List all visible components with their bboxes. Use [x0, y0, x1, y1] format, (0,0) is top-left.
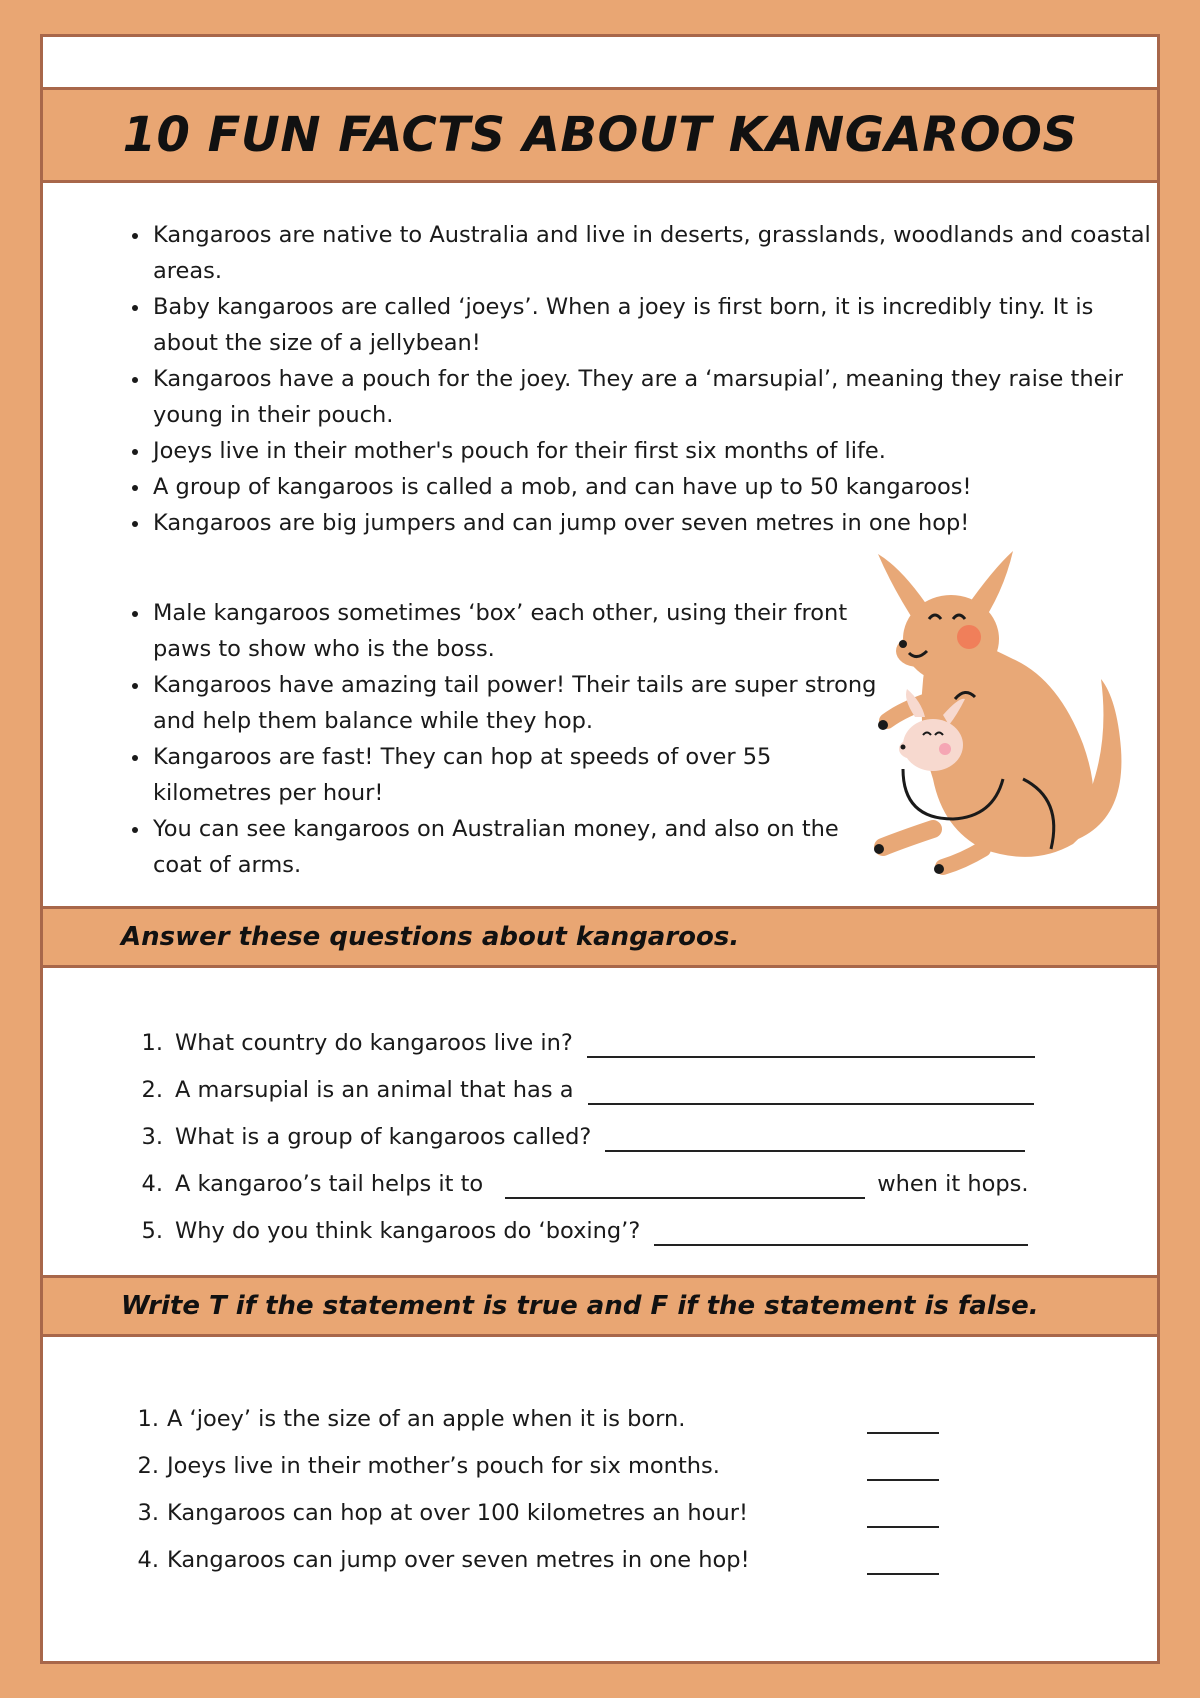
statement-row [121, 1451, 939, 1481]
answer-line[interactable] [588, 1079, 1034, 1105]
statement-text: Kangaroos can jump over seven metres in one hop! [167, 1547, 750, 1573]
title-band [43, 87, 1157, 183]
statement-text: A ‘joey’ is the size of an apple when it is born. [167, 1406, 686, 1432]
question-number: 1. [141, 1030, 163, 1056]
statement-number: 4. [137, 1547, 159, 1573]
facts-list-top [121, 217, 1161, 541]
tf-answer-line[interactable] [867, 1549, 939, 1575]
question-number: 4. [141, 1171, 163, 1197]
answer-line[interactable] [505, 1173, 865, 1199]
question-text: What country do kangaroos live in? [175, 1030, 573, 1056]
fact-item: • You can see kangaroos on Australian money, and also on the coat of arms. [151, 811, 881, 883]
statement-number: 1. [137, 1406, 159, 1432]
fact-item: • Kangaroos have amazing tail power! Their tails are super strong and help them balance while they hop. [151, 667, 881, 739]
worksheet [40, 34, 1160, 1664]
kangaroo-with-joey-illustration [873, 549, 1163, 889]
fact-item: • A group of kangaroos is called a mob, and can have up to 50 kangaroos! [151, 469, 1161, 505]
fact-item: • Kangaroos are native to Australia and live in deserts, grasslands, woodlands and coastal areas. [151, 217, 1161, 289]
questions-title: Answer these questions about kangaroos. [121, 922, 740, 952]
question-row [121, 1075, 1034, 1105]
question-number: 2. [141, 1077, 163, 1103]
questions-header [43, 906, 1157, 968]
tf-answer-line[interactable] [867, 1408, 939, 1434]
true-false-title: Write T if the statement is true and F if the statement is false. [121, 1291, 1039, 1321]
statement-text: Kangaroos can hop at over 100 kilometres an hour! [167, 1500, 748, 1526]
statement-text: Joeys live in their mother’s pouch for six months. [167, 1453, 720, 1479]
fact-item: • Kangaroos have a pouch for the joey. They are a ‘marsupial’, meaning they raise their young in their pouch. [151, 361, 1161, 433]
fact-item: • Baby kangaroos are called ‘joeys’. When a joey is first born, it is incredibly tiny. It is about the size of a jellybean! [151, 289, 1161, 361]
question-text: What is a group of kangaroos called? [175, 1124, 592, 1150]
question-row [121, 1169, 1029, 1199]
tf-answer-line[interactable] [867, 1502, 939, 1528]
statement-number: 2. [137, 1453, 159, 1479]
statement-row [121, 1545, 939, 1575]
statement-row [121, 1404, 939, 1434]
statement-number: 3. [137, 1500, 159, 1526]
fact-item: • Male kangaroos sometimes ‘box’ each other, using their front paws to show who is the boss. [151, 595, 881, 667]
question-number: 3. [141, 1124, 163, 1150]
question-suffix: when it hops. [877, 1171, 1029, 1197]
answer-line[interactable] [587, 1032, 1035, 1058]
fact-item: • Joeys live in their mother's pouch for their first six months of life. [151, 433, 1161, 469]
question-row [121, 1216, 1028, 1246]
question-number: 5. [141, 1218, 163, 1244]
page-title: 10 FUN FACTS ABOUT KANGAROOS [122, 107, 1078, 163]
true-false-header [43, 1275, 1157, 1337]
tf-answer-line[interactable] [867, 1455, 939, 1481]
question-row [121, 1028, 1035, 1058]
question-text: Why do you think kangaroos do ‘boxing’? [175, 1218, 641, 1244]
fact-item: • Kangaroos are fast! They can hop at speeds of over 55 kilometres per hour! [151, 739, 881, 811]
statement-row [121, 1498, 939, 1528]
fact-item: • Kangaroos are big jumpers and can jump over seven metres in one hop! [151, 505, 1161, 541]
question-row [121, 1122, 1025, 1152]
answer-line[interactable] [605, 1126, 1025, 1152]
facts-list-bottom [121, 595, 881, 883]
question-text: A marsupial is an animal that has a [175, 1077, 574, 1103]
question-text: A kangaroo’s tail helps it to [175, 1171, 484, 1197]
answer-line[interactable] [654, 1220, 1028, 1246]
